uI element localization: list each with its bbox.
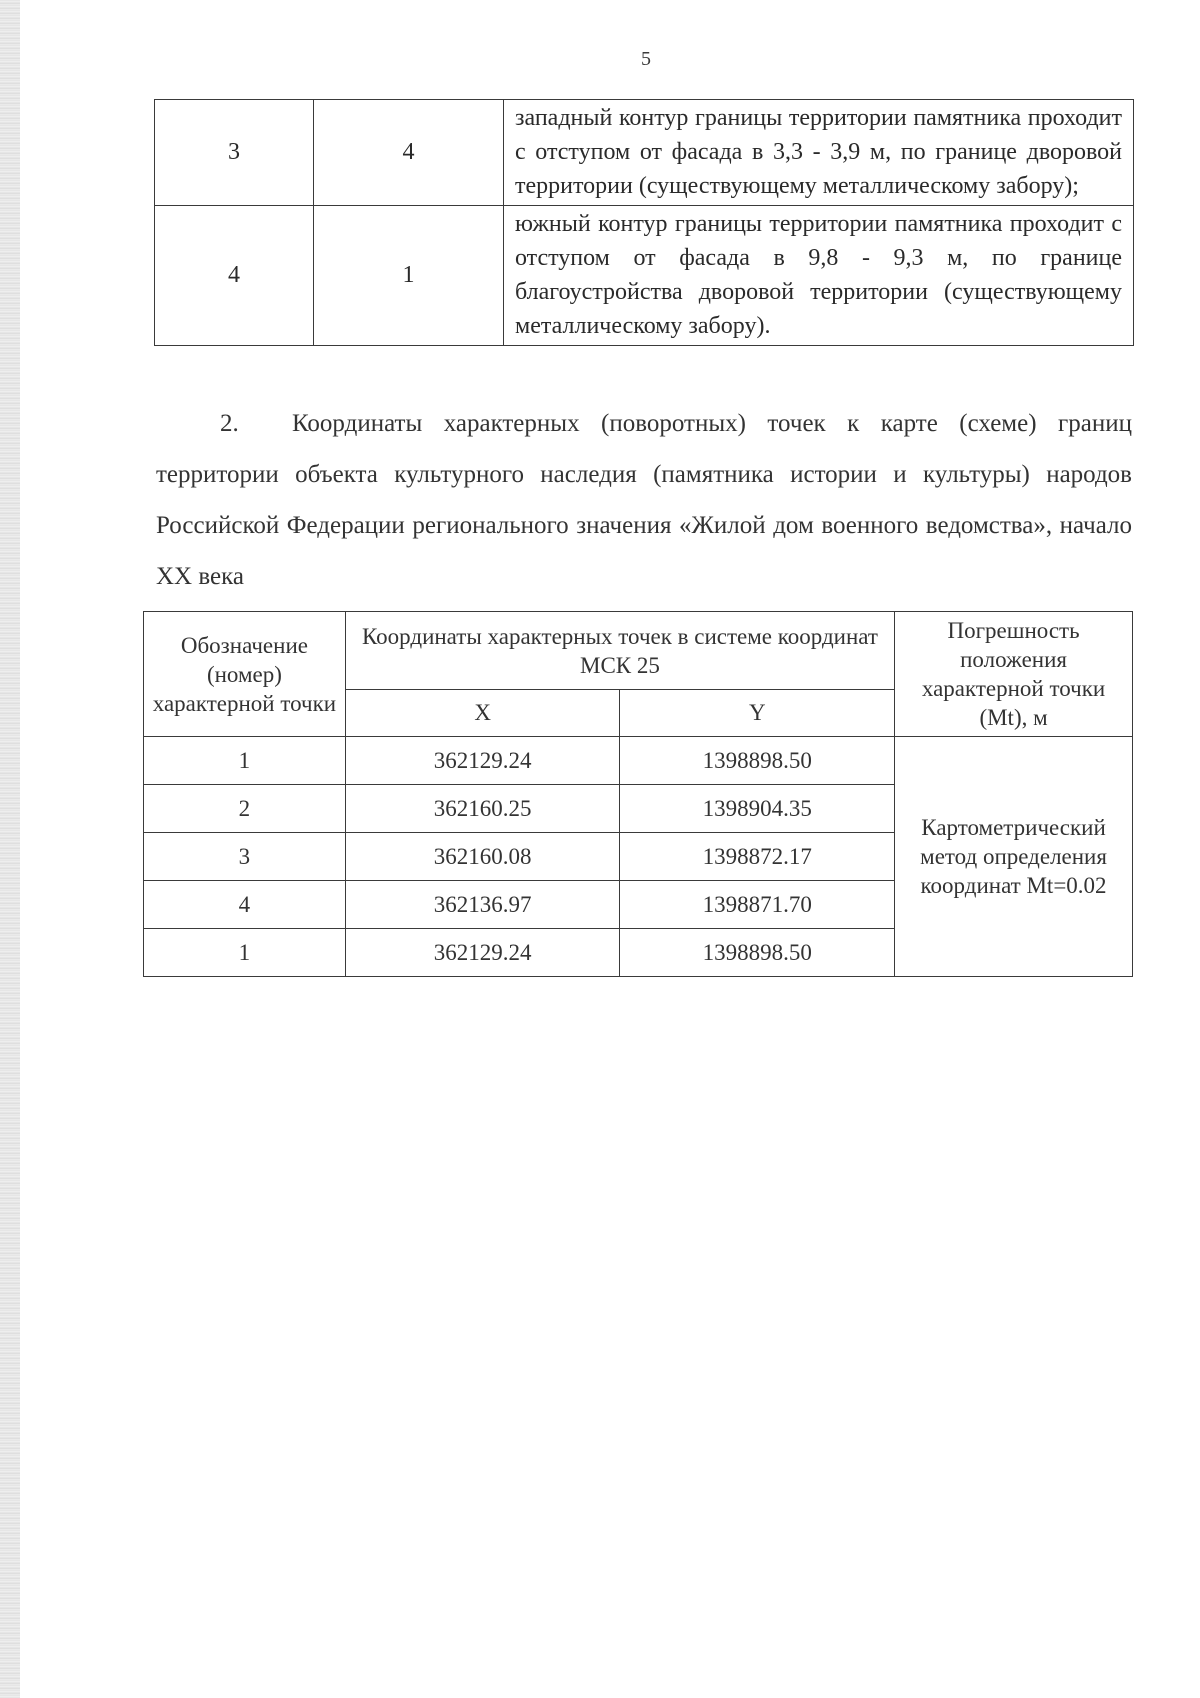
- point-number: 4: [144, 881, 346, 929]
- coord-y: 1398872.17: [620, 833, 895, 881]
- method-note: Картометрический метод определения координат Mt=0.02: [895, 737, 1133, 977]
- coord-x: 362160.25: [345, 785, 620, 833]
- boundary-description: западный контур границы территории памятника проходит с отступом от фасада в 3,3 - 3,9 м, по границе дворовой территории (существующему металлическому забору);: [504, 100, 1134, 206]
- point-number: 2: [144, 785, 346, 833]
- coord-x: 362129.24: [345, 737, 620, 785]
- paragraph-text: Координаты характерных (поворотных) точек к карте (схеме) границ территории объекта культурного наследия (памятника истории и культуры) народов Российской Федерации регионального значения «Жилой дом военного ведомства», начало XX века: [156, 410, 1132, 590]
- point-number: 1: [144, 737, 346, 785]
- table-header-row: [144, 612, 1133, 690]
- header-x: X: [345, 690, 620, 737]
- header-y: Y: [620, 690, 895, 737]
- point-number: 1: [144, 929, 346, 977]
- page-number: 5: [641, 48, 651, 70]
- coord-y: 1398904.35: [620, 785, 895, 833]
- section-paragraph: [156, 398, 1132, 602]
- table-row: [144, 737, 1133, 785]
- boundary-description: южный контур границы территории памятника проходит с отступом от фасада в 9,8 - 9,3 м, по границе благоустройства дворовой территории (существующему металлическому забору).: [504, 206, 1134, 346]
- header-coords: Координаты характерных точек в системе координат МСК 25: [345, 612, 894, 690]
- point-from: 3: [155, 100, 314, 206]
- point-to: 1: [314, 206, 504, 346]
- coord-y: 1398898.50: [620, 929, 895, 977]
- point-number: 3: [144, 833, 346, 881]
- header-point: Обозначение (номер) характерной точки: [144, 612, 346, 737]
- header-error: Погрешность положения характерной точки (Mt), м: [895, 612, 1133, 737]
- point-to: 4: [314, 100, 504, 206]
- coord-y: 1398898.50: [620, 737, 895, 785]
- coord-y: 1398871.70: [620, 881, 895, 929]
- paragraph-number: 2.: [220, 410, 239, 437]
- coord-x: 362160.08: [345, 833, 620, 881]
- scan-edge: [0, 0, 20, 1698]
- boundary-table: [154, 99, 1134, 346]
- coord-x: 362129.24: [345, 929, 620, 977]
- table-row: [155, 100, 1134, 206]
- coordinates-table: [143, 611, 1133, 977]
- point-from: 4: [155, 206, 314, 346]
- table-row: [155, 206, 1134, 346]
- coord-x: 362136.97: [345, 881, 620, 929]
